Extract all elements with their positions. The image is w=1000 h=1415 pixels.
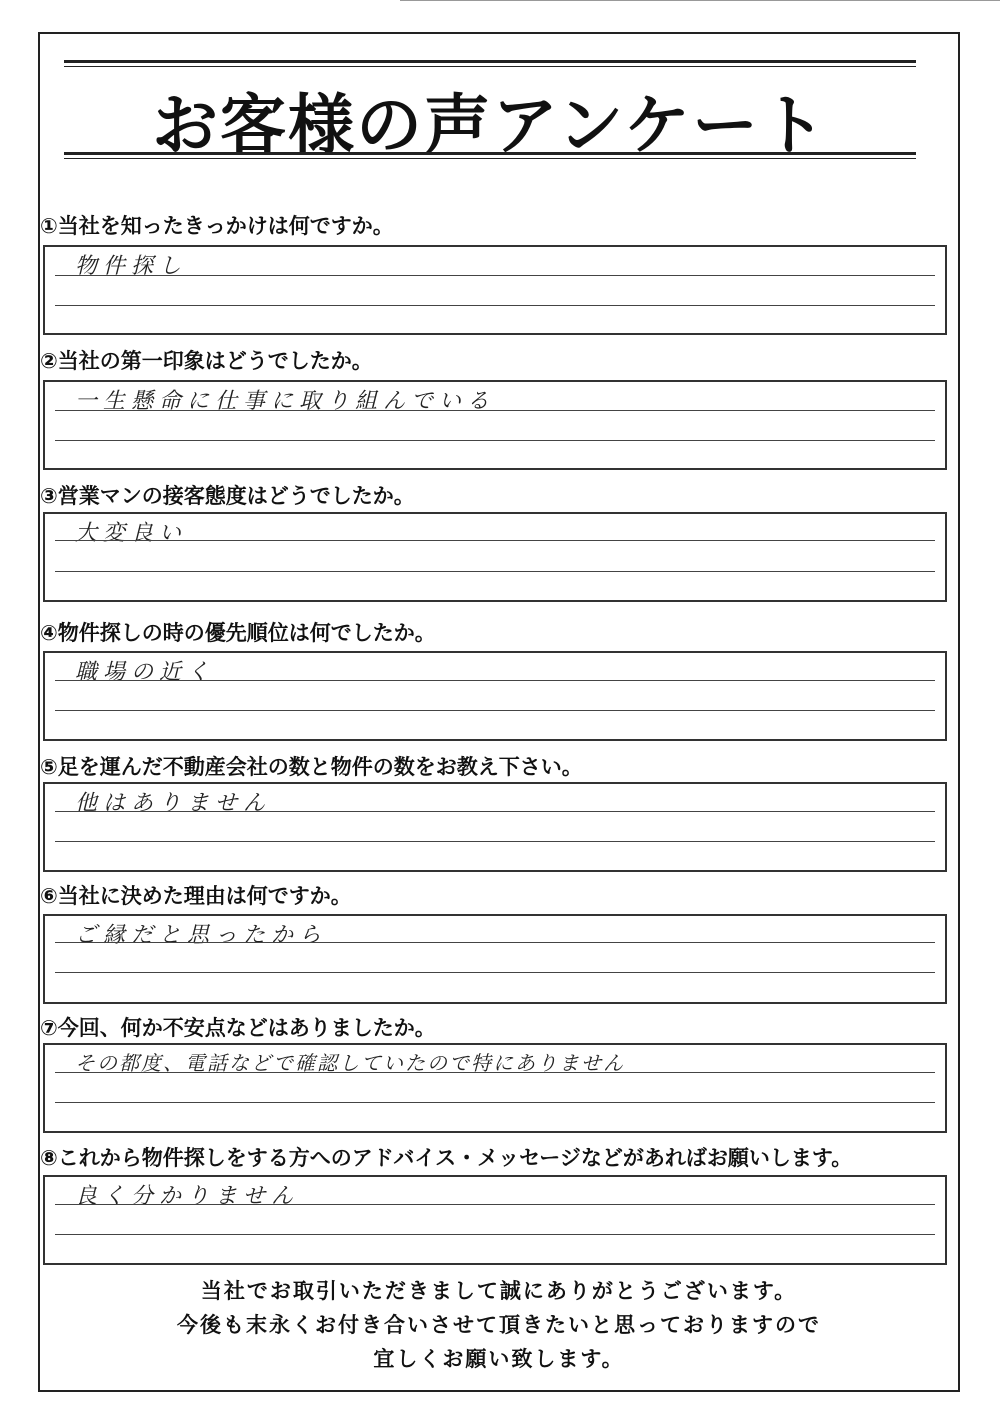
closing-line-3: 宜しくお願い致します。 <box>373 1347 625 1371</box>
answer-line <box>55 440 935 441</box>
answer-box-7[interactable] <box>43 1043 947 1133</box>
scan-edge-line <box>400 0 1000 7</box>
answer-2-text: 一生懸命に仕事に取り組んでいる <box>75 389 496 414</box>
answer-7-text: その都度、電話などで確認していたので特にありません <box>75 1051 625 1075</box>
answer-box-8[interactable] <box>43 1175 947 1265</box>
answer-box-5[interactable] <box>43 782 947 872</box>
answer-box-4[interactable] <box>43 651 947 741</box>
answer-line <box>55 1102 935 1103</box>
answer-line <box>55 275 935 276</box>
answer-line <box>55 841 935 842</box>
question-6-label: ⑥当社に決めた理由は何ですか。 <box>40 884 352 908</box>
page-title: お客様の声アンケート <box>151 87 829 164</box>
question-2-label: ②当社の第一印象はどうでしたか。 <box>40 349 373 373</box>
answer-line <box>55 571 935 572</box>
question-4-label: ④物件探しの時の優先順位は何でしたか。 <box>40 621 436 645</box>
answer-line <box>55 305 935 306</box>
answer-box-3[interactable] <box>43 512 947 602</box>
answer-line <box>55 1204 935 1205</box>
answer-1-text: 物件探し <box>75 254 188 279</box>
answer-box-6[interactable] <box>43 914 947 1004</box>
question-8-label: ⑧これから物件探しをする方へのアドバイス・メッセージなどがあればお願いします。 <box>40 1146 853 1170</box>
answer-line <box>55 680 935 681</box>
answer-line <box>55 811 935 812</box>
answer-5-text: 他はありません <box>75 791 272 816</box>
answer-line <box>55 710 935 711</box>
answer-line <box>55 942 935 943</box>
answer-line <box>55 1072 935 1073</box>
answer-line <box>55 972 935 973</box>
question-5-label: ⑤足を運んだ不動産会社の数と物件の数をお教え下さい。 <box>40 755 583 779</box>
question-7-label: ⑦今回、何か不安点などはありましたか。 <box>40 1016 436 1040</box>
question-1-label: ①当社を知ったきっかけは何ですか。 <box>40 214 394 238</box>
answer-box-1[interactable] <box>43 245 947 335</box>
answer-6-text: ご縁だと思ったから <box>75 923 328 948</box>
question-3-label: ③営業マンの接客態度はどうでしたか。 <box>40 484 415 508</box>
answer-8-text: 良く分かりません <box>75 1184 300 1209</box>
answer-3-text: 大変良い <box>75 521 188 546</box>
answer-line <box>55 540 935 541</box>
title-rule-bottom <box>64 152 916 159</box>
closing-line-2: 今後も末永くお付き合いさせて頂きたいと思っておりますので <box>177 1313 821 1337</box>
answer-line <box>55 1234 935 1235</box>
title-rule-top <box>64 60 916 67</box>
answer-line <box>55 410 935 411</box>
answer-4-text: 職場の近く <box>75 660 216 685</box>
answer-box-2[interactable] <box>43 380 947 470</box>
closing-line-1: 当社でお取引いただきまして誠にありがとうございます。 <box>200 1279 798 1303</box>
